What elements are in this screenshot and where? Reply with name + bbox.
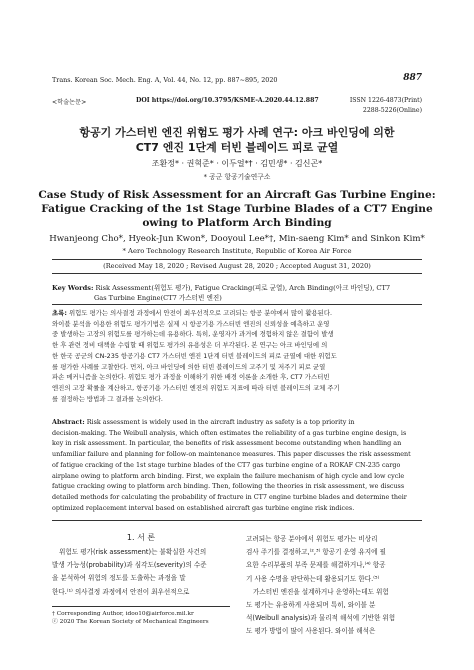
body-line: 을 분석하여 위험의 정도를 도출하는 과정을 말 <box>52 574 186 583</box>
korean-title-line-2: CT7 엔진 1단계 터빈 블레이드 피로 균열 <box>135 141 339 154</box>
english-abstract-line: fatigue cracking owing to platform arch binding. Then, following the theories in risk assessment, we discuss <box>52 482 405 491</box>
korean-affiliation: * 공군 항공기술연구소 <box>203 173 271 181</box>
body-line: 요한 수리부품의 부족 문제를 해결하거나,⁽⁴⁾ 항공 <box>246 561 386 570</box>
body-line: 도 평가 방법이 많이 사용된다. 와이블 해석은 <box>246 627 376 636</box>
korean-abstract-line: 한 한국 공군의 CN-235 항공기용 CT7 가스터빈 엔진 1단계 터빈 블레이드의 피로 균열에 대한 위험도 <box>52 351 337 360</box>
doi-link[interactable]: DOI https://doi.org/10.3795/KSME-A.2020.44.12.887 <box>136 97 319 104</box>
body-line: 위험도 평가(risk assessment)는 불확실한 사건의 <box>59 548 207 556</box>
footnotes <box>52 610 230 626</box>
body-line: 기 사용 수명을 판단하는데 활용되기도 한다.⁽⁵⁾ <box>246 574 380 583</box>
page-number: 887 <box>403 73 422 83</box>
english-abstract-line: unfamiliar failure and planning for follow-on maintenance measures. This paper discusses the risk assessment <box>52 450 411 459</box>
korean-abstract-line: 엔진의 고장 확률을 계산하고, 항공기용 가스터빈 엔진의 위험도 지표에 따라 터빈 블레이드의 교체 주기 <box>52 383 340 392</box>
corresponding-author: † Corresponding Author, idoo10@airforce.mil.kr <box>52 611 194 617</box>
copyright-notice: ⓒ 2020 The Korean Society of Mechanical Engineers <box>52 619 209 625</box>
english-title-line-3: owing to Platform Arch Binding <box>142 217 332 229</box>
received-dates: (Received May 18, 2020 ; Revised August 28, 2020 ; Accepted August 31, 2020) <box>103 262 371 270</box>
korean-authors: 조환정* · 권혁준* · 이두얼*† · 김민생* · 김신곤* <box>151 159 323 168</box>
english-abstract-line: optimized replacement interval based on established aircraft gas turbine engine risk indices. <box>52 503 355 512</box>
body-left-column <box>52 546 230 599</box>
keywords-text-1: Risk Assessment(위험도 평가), Fatigue Cracking(피로 균열), Arch Binding(아크 바인딩), CT7 <box>95 284 391 292</box>
divider-abstract <box>52 520 422 521</box>
korean-abstract-line: 를 평가한 사례를 고찰한다. 먼저, 아크 바인딩에 의한 터빈 블레이드의 고주기 및 저주기 피로 균열 <box>52 362 326 371</box>
korean-title-line-1: 항공기 가스터빈 엔진 위험도 평가 사례 연구: 아크 바인딩에 의한 <box>79 126 395 139</box>
korean-abstract-line: 위험도 평가는 의사결정 과정에서 안전이 최우선적으로 고려되는 항공 분야에서 많이 활용된다. <box>68 309 333 317</box>
journal-citation: Trans. Korean Soc. Mech. Eng. A, Vol. 44, No. 12, pp. 887~895, 2020 <box>52 76 278 84</box>
divider-keywords <box>52 304 422 305</box>
english-title-line-1: Case Study of Risk Assessment for an Aircraft Gas Turbine Engine: <box>38 189 436 201</box>
korean-abstract-line: 중 발생하는 고장의 위험도를 평가하는데 유용하다. 특히, 운영자가 과거에 경험하지 않은 결함이 발생 <box>52 330 334 339</box>
english-abstract-line: decision-making. The Weibull analysis, which often estimates the reliability of a gas turbine engine design, is <box>52 428 407 437</box>
korean-abstract-line: 와이블 분석을 이용한 위험도 평가기법은 실제 시 항공기용 가스터빈 엔진의 신뢰성을 예측하고 운영 <box>52 319 330 328</box>
issn-online: 2288-5226(Online) <box>362 107 422 114</box>
keywords-line-2: Gas Turbine Engine(CT7 가스터빈 엔진) <box>94 294 222 302</box>
korean-abstract-line: 한 후 관련 정비 대책을 수립할 때 위험도 평가의 유용성은 더 부각된다. 본 연구는 아크 바인딩에 의 <box>52 341 328 350</box>
english-abstract-label: Abstract: <box>52 418 85 426</box>
body-line: 고려되는 항공 분야에서 위험도 평가는 비상리 <box>246 535 378 543</box>
article-type: <학술논문> <box>52 99 87 106</box>
body-line: 석(Weibull analysis)과 물리적 해석에 기반한 위험 <box>246 614 396 623</box>
english-abstract-line: detailed methods for calculating the probability of fracture in CT7 engine turbine blades and determine their <box>52 492 407 501</box>
korean-abstract-label: 초록: <box>52 309 67 317</box>
english-abstract-line: airplane owing to platform arch binding. First, we explain the failure mechanism of high cycle and low cycle <box>52 471 405 480</box>
footnote-rule <box>52 606 230 607</box>
body-line: 한다.⁽¹⁾ 의사결정 과정에서 안전이 최우선적으로 <box>52 587 190 596</box>
keywords-line-1 <box>52 282 390 292</box>
english-authors: Hwanjeong Cho*, Hyeok-Jun Kwon*, Dooyoul Lee*†, Min-saeng Kim* and Sinkon Kim* <box>49 234 425 244</box>
korean-abstract-line: 파손 메커니즘을 논의한다. 위험도 평가 과정을 이해하기 위한 배경 이론을 소개한 후, CT7 가스터빈 <box>52 373 330 382</box>
korean-abstract-line: 를 결정하는 방법과 그 결과를 논의한다. <box>52 394 163 403</box>
issn-print: ISSN 1226-4873(Print) <box>349 97 422 104</box>
divider-dates <box>52 273 422 274</box>
divider-top <box>52 259 422 260</box>
english-abstract-line: key in risk assessment. In particular, the benefits of risk assessment become outstanding when handling an <box>52 439 402 448</box>
section-heading: 1. 서 론 <box>126 533 156 542</box>
body-line: 가스터빈 엔진을 설계하거나 운영하는데도 위험 <box>253 587 389 596</box>
english-abstract-line: of fatigue cracking of the 1st stage turbine blades of the CT7 gas turbine engine of a ROKAF CN-235 cargo <box>52 460 401 469</box>
english-abstract-line: Risk assessment is widely used in the aircraft industry as safety is a top priority in <box>86 418 355 426</box>
english-abstract <box>52 417 422 513</box>
english-title-line-2: Fatigue Cracking of the 1st Stage Turbine Blades of a CT7 Engine <box>41 203 433 215</box>
body-line: 발생 가능성(probability)과 심각도(severity)의 수준 <box>52 561 207 570</box>
body-line: 검사 주기를 결정하고,⁽²,³⁾ 항공기 운영 유지에 필 <box>246 548 386 557</box>
korean-abstract <box>52 308 422 404</box>
english-affiliation: * Aero Technology Research Institute, Republic of Korea Air Force <box>122 247 352 255</box>
keywords-label: Key Words: <box>52 284 94 292</box>
body-right-column <box>246 533 422 639</box>
body-line: 도 평가는 유용하게 사용되며 특히, 와이블 분 <box>246 601 376 610</box>
